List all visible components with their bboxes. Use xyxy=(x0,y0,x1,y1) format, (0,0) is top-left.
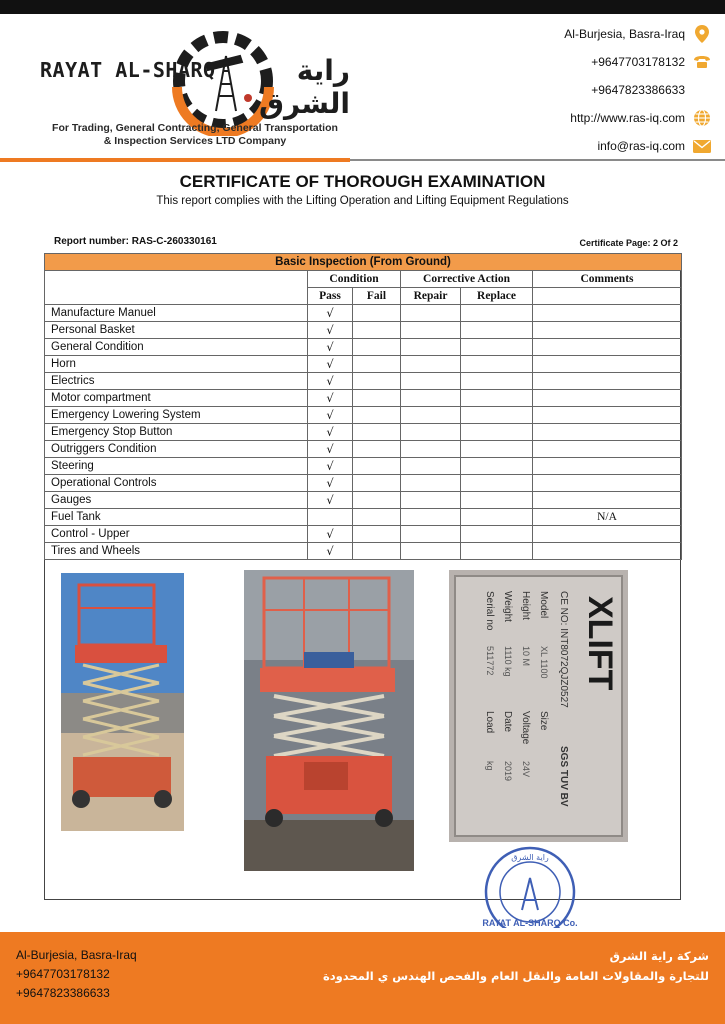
nameplate-label-load: Load xyxy=(484,711,495,734)
fail-header: Fail xyxy=(353,288,401,305)
replace-cell xyxy=(461,407,533,424)
comments-cell xyxy=(533,390,682,407)
pass-cell: √ xyxy=(308,424,353,441)
pass-cell: √ xyxy=(308,543,353,560)
pass-cell: √ xyxy=(308,492,353,509)
fail-cell xyxy=(353,441,401,458)
repair-cell xyxy=(401,475,461,492)
replace-cell xyxy=(461,458,533,475)
nameplate-label-voltage: Voltage xyxy=(520,711,531,745)
condition-header: Condition xyxy=(308,271,401,288)
comments-header: Comments xyxy=(533,271,682,288)
photo-nameplate xyxy=(449,570,628,842)
fail-cell xyxy=(353,509,401,526)
stamp-arabic: راية الشرق xyxy=(511,853,549,862)
pass-cell: √ xyxy=(308,407,353,424)
certificate-page: Certificate Page: 2 Of 2 xyxy=(579,238,678,248)
repair-cell xyxy=(401,492,461,509)
inspection-item-label: General Condition xyxy=(45,339,308,356)
replace-cell xyxy=(461,356,533,373)
top-strip xyxy=(0,0,725,14)
inspection-rows xyxy=(45,305,682,560)
pass-cell: √ xyxy=(308,475,353,492)
nameplate-cert-no: CE NO: INT8072QJZ0527 xyxy=(558,591,569,708)
repair-cell xyxy=(401,373,461,390)
pass-cell: √ xyxy=(308,458,353,475)
photo-scissor-lift-outdoor xyxy=(61,573,184,831)
pass-cell: √ xyxy=(308,373,353,390)
repair-cell xyxy=(401,526,461,543)
footer-phone-2[interactable]: +9647823386633 xyxy=(16,986,110,1000)
footer xyxy=(0,932,725,1024)
header-divider-grey xyxy=(350,159,725,161)
inspection-item-label: Control - Upper xyxy=(45,526,308,543)
fail-cell xyxy=(353,356,401,373)
location-pin-icon xyxy=(693,25,711,43)
table-row xyxy=(45,356,682,373)
inspection-item-label: Emergency Lowering System xyxy=(45,407,308,424)
nameplate-label-size: Size xyxy=(538,711,549,731)
inspection-item-label: Tires and Wheels xyxy=(45,543,308,560)
email-link[interactable]: info@ras-iq.com xyxy=(597,139,685,153)
repair-cell xyxy=(401,305,461,322)
inspection-item-label: Fuel Tank xyxy=(45,509,308,526)
nameplate-value-height: 10 M xyxy=(521,646,531,667)
comments-cell xyxy=(533,339,682,356)
repair-cell xyxy=(401,356,461,373)
inspection-item-label: Operational Controls xyxy=(45,475,308,492)
corrective-action-header: Corrective Action xyxy=(401,271,533,288)
table-row xyxy=(45,475,682,492)
footer-phone-1[interactable]: +9647703178132 xyxy=(16,967,110,981)
repair-cell xyxy=(401,543,461,560)
pass-cell: √ xyxy=(308,356,353,373)
fail-cell xyxy=(353,339,401,356)
inspection-item-label: Outriggers Condition xyxy=(45,441,308,458)
photo-scissor-lift-indoor xyxy=(244,570,414,871)
fail-cell xyxy=(353,390,401,407)
replace-cell xyxy=(461,322,533,339)
repair-cell xyxy=(401,390,461,407)
repair-header: Repair xyxy=(401,288,461,305)
replace-cell xyxy=(461,305,533,322)
website-link[interactable]: http://www.ras-iq.com xyxy=(570,111,685,125)
nameplate-value-date: 2019 xyxy=(503,761,513,782)
nameplate-brand: XLIFT xyxy=(581,596,619,691)
comments-cell xyxy=(533,356,682,373)
nameplate-label-weight: Weight xyxy=(502,591,513,622)
pass-cell: √ xyxy=(308,526,353,543)
table-row xyxy=(45,543,682,560)
document-subtitle: This report complies with the Lifting Operation and Lifting Equipment Regulations xyxy=(156,195,569,207)
contact-phone-1[interactable] xyxy=(471,48,711,76)
table-row xyxy=(45,526,682,543)
item-header-blank xyxy=(45,271,308,305)
comments-cell xyxy=(533,475,682,492)
table-row xyxy=(45,373,682,390)
comments-subheader-blank xyxy=(533,288,682,305)
comments-cell xyxy=(533,424,682,441)
footer-address: Al-Burjesia, Basra-Iraq xyxy=(16,948,137,962)
table-row xyxy=(45,458,682,475)
logo-arabic-name: راية الشرق xyxy=(258,54,350,120)
comments-cell xyxy=(533,407,682,424)
fail-cell xyxy=(353,458,401,475)
stamp-text: RAYAT AL-SHARQ Co. xyxy=(482,918,578,928)
repair-cell xyxy=(401,424,461,441)
nameplate-label-height: Height xyxy=(520,591,531,620)
comments-cell: N/A xyxy=(533,509,682,526)
fail-cell xyxy=(353,322,401,339)
comments-cell xyxy=(533,322,682,339)
replace-cell xyxy=(461,441,533,458)
pass-cell: √ xyxy=(308,305,353,322)
replace-cell xyxy=(461,339,533,356)
footer-contact xyxy=(16,946,137,1003)
inspection-table xyxy=(44,253,682,560)
table-row xyxy=(45,390,682,407)
table-row xyxy=(45,492,682,509)
fail-cell xyxy=(353,526,401,543)
footer-arabic-line-2: للتجارة والمقاولات العامة والنقل العام والفحص الهندس ي المحدودة xyxy=(322,969,709,983)
pass-cell: √ xyxy=(308,339,353,356)
pass-cell: √ xyxy=(308,390,353,407)
report-number: Report number: RAS-C-260330161 xyxy=(54,236,217,247)
repair-cell xyxy=(401,441,461,458)
table-row xyxy=(45,509,682,526)
phone-2-text[interactable]: +9647823386633 xyxy=(591,83,685,97)
pass-header: Pass xyxy=(308,288,353,305)
table-row xyxy=(45,441,682,458)
fail-cell xyxy=(353,475,401,492)
inspection-item-label: Gauges xyxy=(45,492,308,509)
table-row xyxy=(45,339,682,356)
repair-cell xyxy=(401,339,461,356)
repair-cell xyxy=(401,322,461,339)
inspection-item-label: Electrics xyxy=(45,373,308,390)
fail-cell xyxy=(353,407,401,424)
replace-header: Replace xyxy=(461,288,533,305)
fail-cell xyxy=(353,424,401,441)
replace-cell xyxy=(461,424,533,441)
nameplate-value-load: kg xyxy=(485,761,495,771)
nameplate-label-date: Date xyxy=(502,711,513,733)
contact-address xyxy=(471,20,711,48)
pass-cell: √ xyxy=(308,441,353,458)
repair-cell xyxy=(401,458,461,475)
table-row xyxy=(45,305,682,322)
replace-cell xyxy=(461,526,533,543)
contact-website[interactable] xyxy=(471,104,711,132)
fail-cell xyxy=(353,373,401,390)
company-logo xyxy=(40,18,350,148)
phone-1-text[interactable]: +9647703178132 xyxy=(591,55,685,69)
footer-arabic-line-1: شركة راية الشرق xyxy=(609,949,709,963)
comments-cell xyxy=(533,305,682,322)
contact-block xyxy=(471,20,711,160)
replace-cell xyxy=(461,543,533,560)
inspection-item-label: Horn xyxy=(45,356,308,373)
fail-cell xyxy=(353,543,401,560)
pass-cell: √ xyxy=(308,322,353,339)
replace-cell xyxy=(461,390,533,407)
table-row xyxy=(45,322,682,339)
comments-cell xyxy=(533,492,682,509)
globe-icon xyxy=(693,109,711,127)
table-row xyxy=(45,424,682,441)
inspection-item-label: Steering xyxy=(45,458,308,475)
company-stamp xyxy=(470,838,590,928)
replace-cell xyxy=(461,475,533,492)
contact-phone-2[interactable] xyxy=(471,76,711,104)
envelope-icon xyxy=(693,137,711,155)
header-divider-orange xyxy=(0,158,350,162)
nameplate-value-weight: 1110 kg xyxy=(503,646,513,677)
contact-email[interactable] xyxy=(471,132,711,160)
phone-spacer xyxy=(693,81,711,99)
nameplate-value-serial: 511772 xyxy=(485,646,495,676)
comments-cell xyxy=(533,543,682,560)
nameplate-value-voltage: 24V xyxy=(521,761,531,778)
comments-cell xyxy=(533,526,682,543)
nameplate-label-serial: Serial no xyxy=(484,591,495,631)
inspection-item-label: Personal Basket xyxy=(45,322,308,339)
replace-cell xyxy=(461,492,533,509)
comments-cell xyxy=(533,441,682,458)
company-tagline xyxy=(40,122,350,148)
address-text: Al-Burjesia, Basra-Iraq xyxy=(564,27,685,41)
fail-cell xyxy=(353,492,401,509)
table-row xyxy=(45,407,682,424)
logo-english-name: RAYAT AL-SHARQ xyxy=(40,58,216,82)
tagline-line-1: For Trading, General Contracting, General Transportation xyxy=(52,122,338,134)
footer-arabic-company xyxy=(323,946,709,986)
pass-cell xyxy=(308,509,353,526)
comments-cell xyxy=(533,458,682,475)
repair-cell xyxy=(401,407,461,424)
inspection-item-label: Motor compartment xyxy=(45,390,308,407)
nameplate-label-model: Model xyxy=(538,591,549,619)
inspection-item-label: Manufacture Manuel xyxy=(45,305,308,322)
fail-cell xyxy=(353,305,401,322)
tagline-line-2: & Inspection Services LTD Company xyxy=(103,135,287,147)
replace-cell xyxy=(461,509,533,526)
comments-cell xyxy=(533,373,682,390)
nameplate-marks: SGS TUV BV xyxy=(558,746,569,807)
section-title: Basic Inspection (From Ground) xyxy=(45,254,682,271)
phone-icon xyxy=(693,53,711,71)
replace-cell xyxy=(461,373,533,390)
repair-cell xyxy=(401,509,461,526)
nameplate-value-model: XL 1100 xyxy=(539,646,549,679)
document-title: CERTIFICATE OF THOROUGH EXAMINATION xyxy=(179,172,546,191)
inspection-item-label: Emergency Stop Button xyxy=(45,424,308,441)
